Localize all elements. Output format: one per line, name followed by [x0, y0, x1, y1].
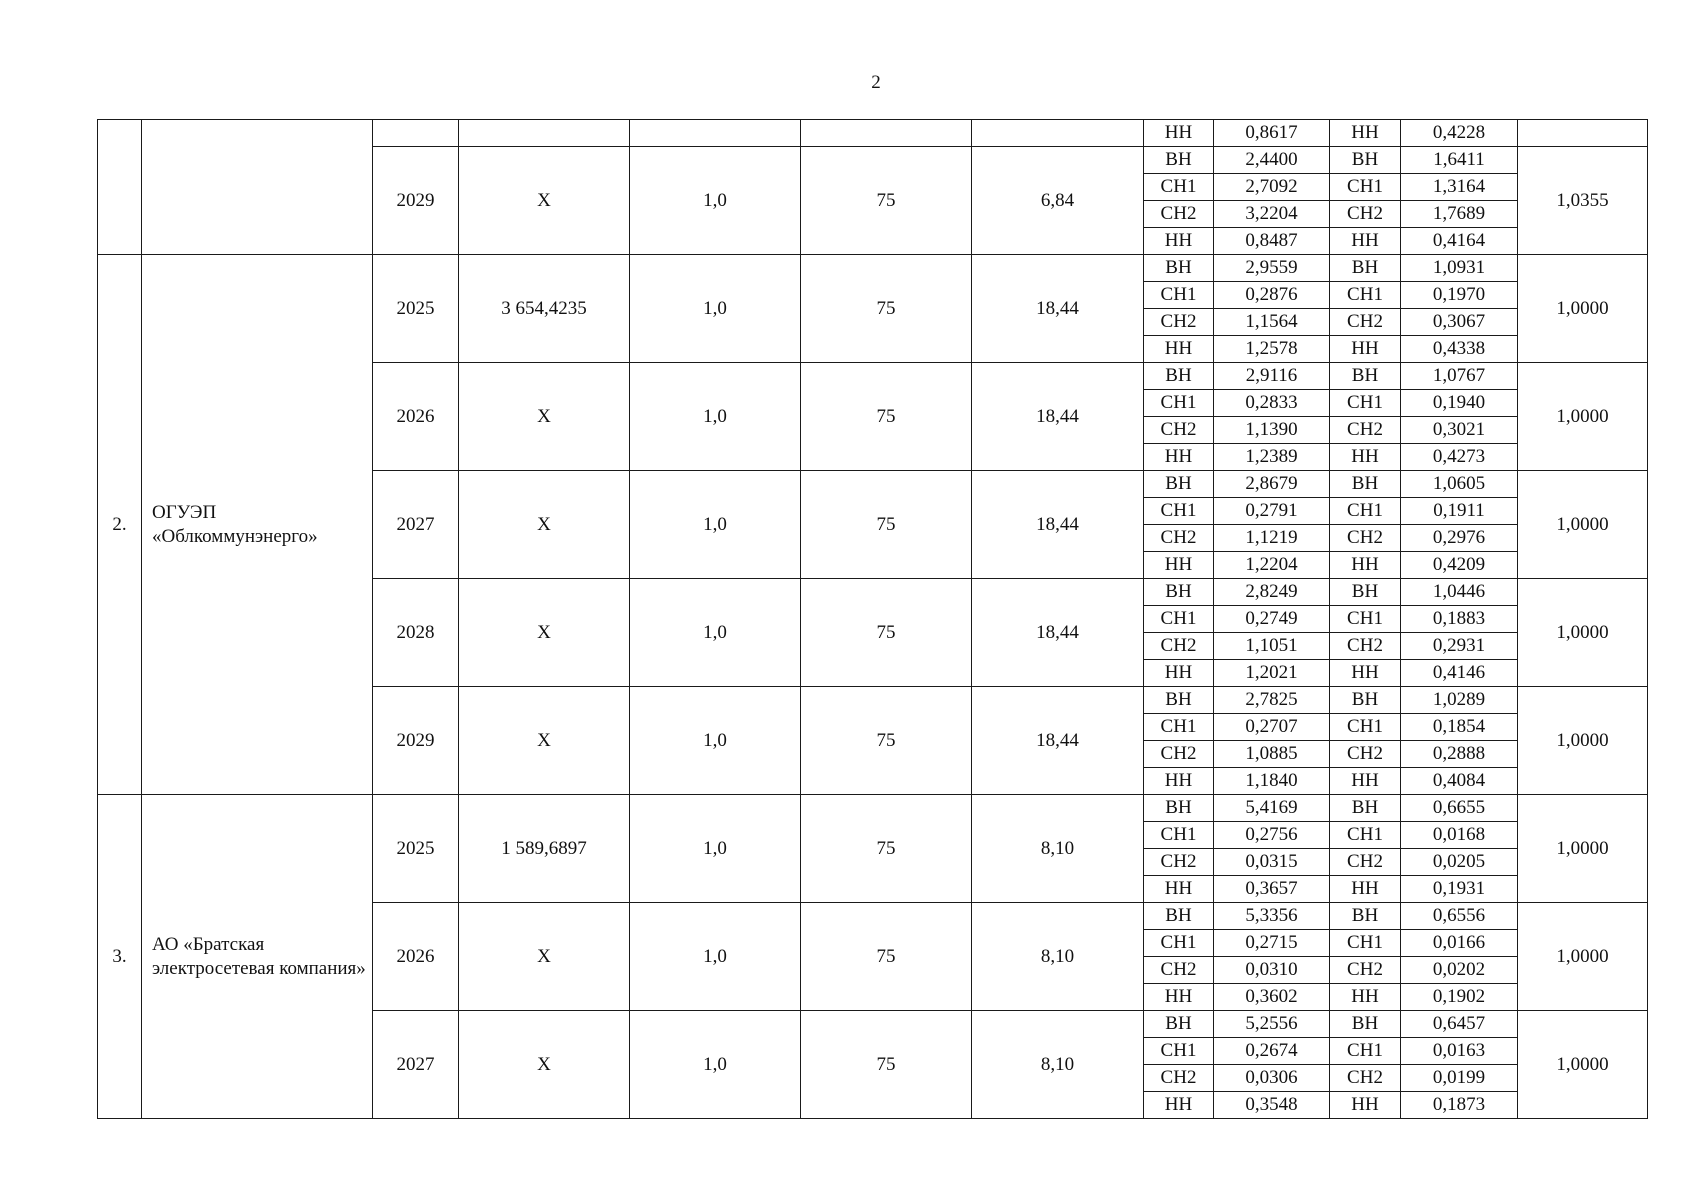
voltage-level-label: НН: [1330, 1092, 1401, 1119]
voltage-level-value: 2,7825: [1214, 687, 1330, 714]
voltage-level-value: 0,2707: [1214, 714, 1330, 741]
voltage-level-value: 0,4209: [1401, 552, 1518, 579]
coefficient-cell: 1,0355: [1518, 147, 1648, 255]
table-row: [98, 120, 1648, 147]
index-cell: 1,0: [630, 1011, 801, 1119]
rate-cell: 6,84: [972, 147, 1144, 255]
voltage-level-value: 0,0310: [1214, 957, 1330, 984]
voltage-level-label: НН: [1330, 660, 1401, 687]
rate-cell: 8,10: [972, 1011, 1144, 1119]
coefficient-cell: 1,0000: [1518, 687, 1648, 795]
coefficient-cell: 1,0000: [1518, 795, 1648, 903]
voltage-level-value: 0,2976: [1401, 525, 1518, 552]
year-cell: 2025: [373, 795, 459, 903]
table-row: [98, 255, 1648, 282]
voltage-level-value: 0,2756: [1214, 822, 1330, 849]
index-cell: 1,0: [630, 471, 801, 579]
base-value-cell: Х: [459, 579, 630, 687]
voltage-level-label: СН2: [1330, 309, 1401, 336]
voltage-level-value: 0,0306: [1214, 1065, 1330, 1092]
voltage-level-value: 1,0767: [1401, 363, 1518, 390]
voltage-level-value: 0,6457: [1401, 1011, 1518, 1038]
index-cell: 1,0: [630, 255, 801, 363]
voltage-level-value: 0,0166: [1401, 930, 1518, 957]
voltage-level-label: ВН: [1144, 795, 1214, 822]
voltage-level-label: НН: [1330, 336, 1401, 363]
voltage-level-label: ВН: [1144, 147, 1214, 174]
voltage-level-label: СН2: [1144, 633, 1214, 660]
voltage-level-label: СН2: [1330, 633, 1401, 660]
organization-name: АО «Братская электросетевая компания»: [142, 795, 373, 1119]
voltage-level-label: НН: [1330, 228, 1401, 255]
voltage-level-value: 0,8617: [1214, 120, 1330, 147]
voltage-level-label: ВН: [1144, 1011, 1214, 1038]
voltage-level-label: НН: [1330, 120, 1401, 147]
coefficient-cell: 1,0000: [1518, 255, 1648, 363]
voltage-level-value: 1,0931: [1401, 255, 1518, 282]
voltage-level-label: ВН: [1330, 147, 1401, 174]
voltage-level-value: 0,2931: [1401, 633, 1518, 660]
voltage-level-label: ВН: [1144, 471, 1214, 498]
voltage-level-label: СН2: [1330, 525, 1401, 552]
voltage-level-value: 1,2204: [1214, 552, 1330, 579]
voltage-level-label: СН1: [1144, 1038, 1214, 1065]
voltage-level-label: СН1: [1330, 1038, 1401, 1065]
base-value-cell: Х: [459, 687, 630, 795]
percent-cell: 75: [801, 903, 972, 1011]
index-cell: 1,0: [630, 687, 801, 795]
index-cell: 1,0: [630, 795, 801, 903]
voltage-level-value: 1,0289: [1401, 687, 1518, 714]
voltage-level-label: СН2: [1144, 849, 1214, 876]
voltage-level-label: НН: [1330, 552, 1401, 579]
voltage-level-label: ВН: [1330, 255, 1401, 282]
coefficient-cell: 1,0000: [1518, 363, 1648, 471]
voltage-level-label: ВН: [1330, 903, 1401, 930]
voltage-level-value: 0,2674: [1214, 1038, 1330, 1065]
organization-name: ОГУЭП «Облкоммунэнерго»: [142, 255, 373, 795]
voltage-level-label: НН: [1144, 768, 1214, 795]
voltage-level-label: СН1: [1144, 174, 1214, 201]
voltage-level-label: СН1: [1330, 390, 1401, 417]
index-cell: [630, 120, 801, 147]
year-cell: 2028: [373, 579, 459, 687]
rate-cell: 18,44: [972, 687, 1144, 795]
percent-cell: 75: [801, 795, 972, 903]
voltage-level-value: 2,9559: [1214, 255, 1330, 282]
voltage-level-value: 0,6655: [1401, 795, 1518, 822]
rate-cell: [972, 120, 1144, 147]
voltage-level-label: НН: [1144, 660, 1214, 687]
base-value-cell: Х: [459, 363, 630, 471]
voltage-level-label: СН2: [1330, 957, 1401, 984]
voltage-level-value: 0,3067: [1401, 309, 1518, 336]
voltage-level-value: 0,4273: [1401, 444, 1518, 471]
voltage-level-label: ВН: [1330, 687, 1401, 714]
voltage-level-label: НН: [1144, 1092, 1214, 1119]
voltage-level-label: ВН: [1144, 687, 1214, 714]
voltage-level-value: 0,1902: [1401, 984, 1518, 1011]
year-cell: 2029: [373, 147, 459, 255]
year-cell: 2027: [373, 471, 459, 579]
voltage-level-value: 0,1940: [1401, 390, 1518, 417]
row-number: 2.: [98, 255, 142, 795]
table-body: [98, 120, 1648, 1119]
voltage-level-value: 0,4164: [1401, 228, 1518, 255]
voltage-level-value: 0,2791: [1214, 498, 1330, 525]
voltage-level-value: 0,4338: [1401, 336, 1518, 363]
voltage-level-label: СН2: [1330, 741, 1401, 768]
voltage-level-value: 1,1840: [1214, 768, 1330, 795]
voltage-level-value: 0,8487: [1214, 228, 1330, 255]
voltage-level-label: СН1: [1144, 606, 1214, 633]
voltage-level-value: 2,8249: [1214, 579, 1330, 606]
voltage-level-label: СН2: [1144, 309, 1214, 336]
voltage-level-value: 0,0205: [1401, 849, 1518, 876]
voltage-level-value: 1,1390: [1214, 417, 1330, 444]
voltage-level-value: 0,4146: [1401, 660, 1518, 687]
voltage-level-label: НН: [1144, 228, 1214, 255]
voltage-level-label: СН1: [1330, 606, 1401, 633]
index-cell: 1,0: [630, 363, 801, 471]
percent-cell: 75: [801, 147, 972, 255]
voltage-level-label: СН2: [1144, 1065, 1214, 1092]
voltage-level-value: 1,1219: [1214, 525, 1330, 552]
percent-cell: 75: [801, 255, 972, 363]
year-cell: [373, 120, 459, 147]
voltage-level-value: 5,2556: [1214, 1011, 1330, 1038]
coefficient-cell: 1,0000: [1518, 1011, 1648, 1119]
voltage-level-label: ВН: [1330, 1011, 1401, 1038]
base-value-cell: Х: [459, 471, 630, 579]
voltage-level-label: НН: [1330, 984, 1401, 1011]
row-number: 3.: [98, 795, 142, 1119]
tariff-table: [97, 119, 1648, 1119]
percent-cell: 75: [801, 687, 972, 795]
page-number: 2: [871, 72, 881, 93]
voltage-level-value: 1,2021: [1214, 660, 1330, 687]
base-value-cell: Х: [459, 903, 630, 1011]
voltage-level-label: СН1: [1144, 822, 1214, 849]
voltage-level-value: 0,0163: [1401, 1038, 1518, 1065]
voltage-level-value: 0,3021: [1401, 417, 1518, 444]
base-value-cell: Х: [459, 1011, 630, 1119]
index-cell: 1,0: [630, 579, 801, 687]
voltage-level-label: ВН: [1144, 255, 1214, 282]
coefficient-cell: 1,0000: [1518, 903, 1648, 1011]
voltage-level-value: 1,7689: [1401, 201, 1518, 228]
voltage-level-value: 0,2749: [1214, 606, 1330, 633]
voltage-level-value: 0,0315: [1214, 849, 1330, 876]
rate-cell: 18,44: [972, 255, 1144, 363]
voltage-level-value: 2,7092: [1214, 174, 1330, 201]
voltage-level-label: СН2: [1330, 201, 1401, 228]
voltage-level-label: СН1: [1330, 282, 1401, 309]
year-cell: 2029: [373, 687, 459, 795]
voltage-level-value: 0,3548: [1214, 1092, 1330, 1119]
year-cell: 2027: [373, 1011, 459, 1119]
voltage-level-value: 0,6556: [1401, 903, 1518, 930]
voltage-level-label: СН2: [1330, 1065, 1401, 1092]
voltage-level-value: 0,1970: [1401, 282, 1518, 309]
percent-cell: 75: [801, 471, 972, 579]
organization-name: [142, 120, 373, 255]
voltage-level-value: 0,3657: [1214, 876, 1330, 903]
voltage-level-label: СН1: [1330, 930, 1401, 957]
voltage-level-value: 1,2389: [1214, 444, 1330, 471]
voltage-level-label: СН1: [1144, 930, 1214, 957]
voltage-level-label: СН1: [1330, 498, 1401, 525]
voltage-level-value: 2,9116: [1214, 363, 1330, 390]
base-value-cell: 1 589,6897: [459, 795, 630, 903]
percent-cell: [801, 120, 972, 147]
voltage-level-label: НН: [1144, 120, 1214, 147]
voltage-level-value: 0,4084: [1401, 768, 1518, 795]
voltage-level-label: СН2: [1144, 525, 1214, 552]
voltage-level-label: СН1: [1144, 498, 1214, 525]
voltage-level-value: 5,4169: [1214, 795, 1330, 822]
voltage-level-label: НН: [1144, 552, 1214, 579]
index-cell: 1,0: [630, 147, 801, 255]
voltage-level-value: 5,3356: [1214, 903, 1330, 930]
voltage-level-label: СН2: [1330, 849, 1401, 876]
voltage-level-value: 0,0202: [1401, 957, 1518, 984]
voltage-level-label: НН: [1330, 876, 1401, 903]
voltage-level-value: 0,2715: [1214, 930, 1330, 957]
year-cell: 2026: [373, 903, 459, 1011]
voltage-level-label: НН: [1144, 336, 1214, 363]
voltage-level-label: СН1: [1330, 174, 1401, 201]
voltage-level-label: СН2: [1144, 741, 1214, 768]
voltage-level-value: 0,0199: [1401, 1065, 1518, 1092]
voltage-level-label: СН2: [1144, 417, 1214, 444]
voltage-level-value: 0,1931: [1401, 876, 1518, 903]
percent-cell: 75: [801, 579, 972, 687]
voltage-level-value: 1,2578: [1214, 336, 1330, 363]
voltage-level-label: ВН: [1330, 471, 1401, 498]
percent-cell: 75: [801, 1011, 972, 1119]
voltage-level-label: СН1: [1144, 282, 1214, 309]
voltage-level-label: СН1: [1330, 822, 1401, 849]
base-value-cell: 3 654,4235: [459, 255, 630, 363]
voltage-level-value: 1,1564: [1214, 309, 1330, 336]
voltage-level-label: ВН: [1330, 579, 1401, 606]
voltage-level-label: ВН: [1144, 363, 1214, 390]
voltage-level-label: СН2: [1144, 201, 1214, 228]
voltage-level-value: 0,1873: [1401, 1092, 1518, 1119]
voltage-level-value: 1,0446: [1401, 579, 1518, 606]
voltage-level-value: 0,1911: [1401, 498, 1518, 525]
voltage-level-label: ВН: [1144, 903, 1214, 930]
voltage-level-label: СН2: [1144, 957, 1214, 984]
voltage-level-value: 0,2833: [1214, 390, 1330, 417]
voltage-level-value: 3,2204: [1214, 201, 1330, 228]
voltage-level-value: 2,4400: [1214, 147, 1330, 174]
voltage-level-value: 1,1051: [1214, 633, 1330, 660]
voltage-level-value: 1,0605: [1401, 471, 1518, 498]
voltage-level-value: 0,1854: [1401, 714, 1518, 741]
percent-cell: 75: [801, 363, 972, 471]
voltage-level-label: ВН: [1330, 795, 1401, 822]
voltage-level-label: НН: [1330, 768, 1401, 795]
year-cell: 2026: [373, 363, 459, 471]
voltage-level-label: СН1: [1144, 390, 1214, 417]
coefficient-cell: 1,0000: [1518, 471, 1648, 579]
voltage-level-value: 0,3602: [1214, 984, 1330, 1011]
base-value-cell: Х: [459, 147, 630, 255]
row-number: [98, 120, 142, 255]
voltage-level-value: 0,2888: [1401, 741, 1518, 768]
voltage-level-value: 0,0168: [1401, 822, 1518, 849]
voltage-level-value: 0,2876: [1214, 282, 1330, 309]
table-row: [98, 795, 1648, 822]
rate-cell: 18,44: [972, 471, 1144, 579]
rate-cell: 18,44: [972, 363, 1144, 471]
rate-cell: 18,44: [972, 579, 1144, 687]
index-cell: 1,0: [630, 903, 801, 1011]
voltage-level-label: НН: [1144, 444, 1214, 471]
voltage-level-label: НН: [1144, 984, 1214, 1011]
voltage-level-label: СН2: [1330, 417, 1401, 444]
voltage-level-label: ВН: [1330, 363, 1401, 390]
voltage-level-label: СН1: [1144, 714, 1214, 741]
voltage-level-value: 2,8679: [1214, 471, 1330, 498]
year-cell: 2025: [373, 255, 459, 363]
coefficient-cell: [1518, 120, 1648, 147]
voltage-level-value: 0,1883: [1401, 606, 1518, 633]
voltage-level-label: НН: [1330, 444, 1401, 471]
voltage-level-value: 1,6411: [1401, 147, 1518, 174]
voltage-level-label: НН: [1144, 876, 1214, 903]
voltage-level-label: СН1: [1330, 714, 1401, 741]
voltage-level-value: 1,3164: [1401, 174, 1518, 201]
rate-cell: 8,10: [972, 795, 1144, 903]
voltage-level-label: ВН: [1144, 579, 1214, 606]
voltage-level-value: 0,4228: [1401, 120, 1518, 147]
rate-cell: 8,10: [972, 903, 1144, 1011]
voltage-level-value: 1,0885: [1214, 741, 1330, 768]
base-value-cell: [459, 120, 630, 147]
coefficient-cell: 1,0000: [1518, 579, 1648, 687]
